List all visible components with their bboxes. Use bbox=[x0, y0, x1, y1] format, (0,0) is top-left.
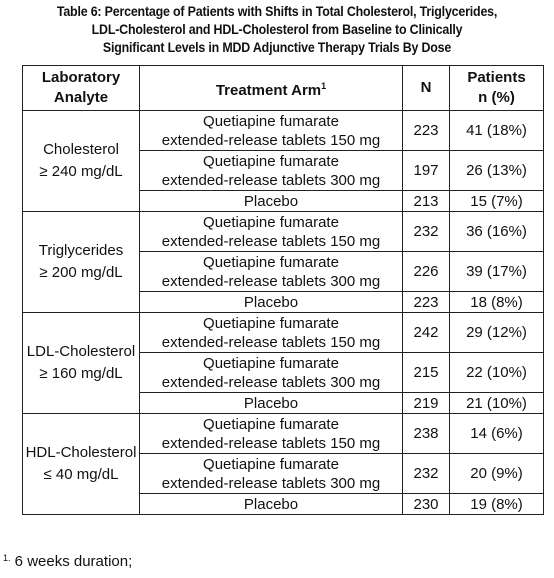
patients-cell: 14 (6%) bbox=[450, 414, 544, 454]
analyte-threshold: ≥ 160 mg/dL bbox=[39, 365, 123, 382]
patients-cell: 20 (9%) bbox=[450, 454, 544, 494]
treatment-arm-cell bbox=[140, 454, 403, 494]
n-cell: 232 bbox=[403, 454, 450, 494]
header-patients-line: n (%) bbox=[478, 89, 515, 106]
n-cell: 219 bbox=[403, 393, 450, 414]
header-analyte-line: Analyte bbox=[53, 89, 109, 106]
header-treatment-arm bbox=[140, 66, 403, 111]
table-title-line: LDL-Cholesterol and HDL-Cholesterol from Baseline to Clinically bbox=[91, 22, 463, 37]
header-arm-footnote-marker: 1 bbox=[321, 80, 327, 91]
patients-cell: 15 (7%) bbox=[450, 191, 544, 212]
treatment-arm-line: Quetiapine fumarate bbox=[203, 213, 339, 231]
footnote-text: 6 weeks duration; bbox=[10, 553, 133, 570]
analyte-threshold: ≤ 40 mg/dL bbox=[43, 466, 119, 483]
table-row bbox=[23, 212, 544, 252]
treatment-arm-line: extended-release tablets 150 mg bbox=[161, 131, 381, 149]
n-cell: 242 bbox=[403, 313, 450, 353]
treatment-arm-cell bbox=[140, 313, 403, 353]
n-cell: 226 bbox=[403, 252, 450, 292]
treatment-arm-cell bbox=[140, 494, 403, 515]
header-arm-label: Treatment Arm bbox=[215, 81, 322, 99]
analyte-cell bbox=[23, 313, 140, 414]
table-body bbox=[23, 111, 544, 515]
n-cell: 215 bbox=[403, 353, 450, 393]
analyte-cell bbox=[23, 111, 140, 212]
analyte-name: LDL-Cholesterol bbox=[26, 343, 136, 360]
treatment-arm-cell bbox=[140, 393, 403, 414]
table-title-line: Significant Levels in MDD Adjunctive Therapy Trials By Dose bbox=[102, 40, 452, 55]
analyte-threshold: ≥ 240 mg/dL bbox=[39, 163, 123, 180]
analyte-cell bbox=[23, 212, 140, 313]
treatment-arm-line: Quetiapine fumarate bbox=[203, 112, 339, 130]
footnote bbox=[3, 553, 132, 570]
n-cell: 232 bbox=[403, 212, 450, 252]
treatment-arm-cell bbox=[140, 111, 403, 151]
table-row bbox=[23, 111, 544, 151]
treatment-arm-cell bbox=[140, 191, 403, 212]
analyte-threshold: ≥ 200 mg/dL bbox=[39, 264, 123, 281]
n-cell: 223 bbox=[403, 111, 450, 151]
treatment-arm-line: extended-release tablets 300 mg bbox=[161, 474, 381, 492]
analyte-name: Cholesterol bbox=[43, 141, 119, 158]
n-cell: 197 bbox=[403, 151, 450, 191]
header-patients-line: Patients bbox=[467, 69, 526, 86]
treatment-arm-line: extended-release tablets 150 mg bbox=[161, 333, 381, 351]
header-n: N bbox=[403, 66, 450, 111]
treatment-arm-line: Placebo bbox=[243, 293, 299, 311]
header-patients bbox=[450, 66, 544, 111]
treatment-arm-cell bbox=[140, 353, 403, 393]
patients-cell: 26 (13%) bbox=[450, 151, 544, 191]
treatment-arm-line: Quetiapine fumarate bbox=[203, 415, 339, 433]
patients-cell: 29 (12%) bbox=[450, 313, 544, 353]
patients-cell: 39 (17%) bbox=[450, 252, 544, 292]
treatment-arm-line: extended-release tablets 300 mg bbox=[161, 171, 381, 189]
analyte-cell bbox=[23, 414, 140, 515]
treatment-arm-line: Quetiapine fumarate bbox=[203, 152, 339, 170]
table-title bbox=[22, 3, 532, 57]
treatment-arm-cell bbox=[140, 292, 403, 313]
patients-cell: 36 (16%) bbox=[450, 212, 544, 252]
n-cell: 238 bbox=[403, 414, 450, 454]
header-analyte-line: Laboratory bbox=[41, 69, 121, 86]
footnote-marker: 1. bbox=[3, 553, 11, 563]
treatment-arm-cell bbox=[140, 252, 403, 292]
patients-cell: 22 (10%) bbox=[450, 353, 544, 393]
treatment-arm-cell bbox=[140, 212, 403, 252]
treatment-arm-cell bbox=[140, 414, 403, 454]
treatment-arm-line: extended-release tablets 300 mg bbox=[161, 373, 381, 391]
analyte-name: HDL-Cholesterol bbox=[25, 444, 137, 461]
treatment-arm-line: Quetiapine fumarate bbox=[203, 314, 339, 332]
n-cell: 230 bbox=[403, 494, 450, 515]
patients-cell: 41 (18%) bbox=[450, 111, 544, 151]
analyte-name: Triglycerides bbox=[38, 242, 124, 259]
n-cell: 223 bbox=[403, 292, 450, 313]
header-row bbox=[23, 66, 544, 111]
n-cell: 213 bbox=[403, 191, 450, 212]
treatment-arm-cell bbox=[140, 151, 403, 191]
treatment-arm-line: extended-release tablets 300 mg bbox=[161, 272, 381, 290]
treatment-arm-line: extended-release tablets 150 mg bbox=[161, 232, 381, 250]
lipid-shift-table bbox=[22, 65, 544, 515]
treatment-arm-line: extended-release tablets 150 mg bbox=[161, 434, 381, 452]
treatment-arm-line: Placebo bbox=[243, 394, 299, 412]
treatment-arm-line: Placebo bbox=[243, 192, 299, 210]
treatment-arm-line: Quetiapine fumarate bbox=[203, 253, 339, 271]
treatment-arm-line: Placebo bbox=[243, 495, 299, 513]
header-analyte bbox=[23, 66, 140, 111]
treatment-arm-line: Quetiapine fumarate bbox=[203, 354, 339, 372]
table-row bbox=[23, 414, 544, 454]
patients-cell: 21 (10%) bbox=[450, 393, 544, 414]
table-title-line: Table 6: Percentage of Patients with Shifts in Total Cholesterol, Triglycerides, bbox=[56, 4, 498, 19]
patients-cell: 19 (8%) bbox=[450, 494, 544, 515]
patients-cell: 18 (8%) bbox=[450, 292, 544, 313]
treatment-arm-line: Quetiapine fumarate bbox=[203, 455, 339, 473]
table-row bbox=[23, 313, 544, 353]
